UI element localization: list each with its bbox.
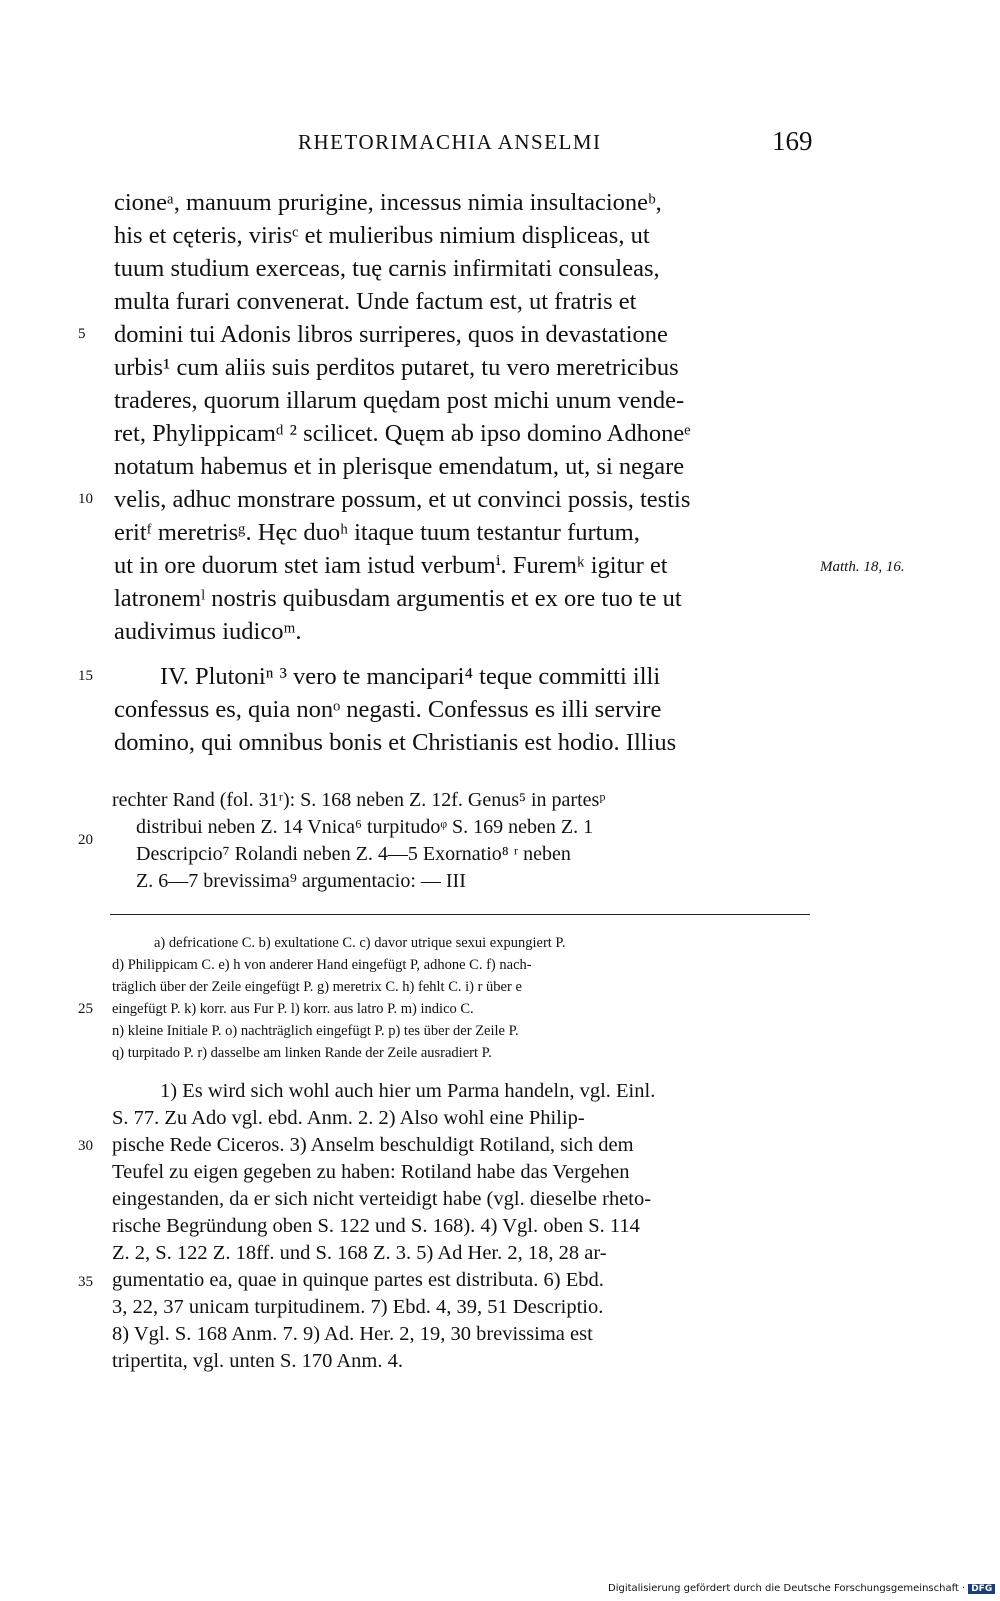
note-line: Teufel zu eigen gegeben zu haben: Rotiland habe das Vergehen: [112, 1161, 630, 1183]
marginalia-line: distribui neben Z. 14 Vnica⁶ turpitudoᵠ S. 169 neben Z. 1: [136, 816, 594, 838]
line-number: 5: [78, 326, 86, 342]
note-line: pische Rede Ciceros. 3) Anselm beschuldigt Rotiland, sich dem: [112, 1134, 634, 1156]
text-line: eritᶠ meretrisᵍ. Hęc duoʰ itaque tuum testantur furtum,: [114, 519, 640, 546]
note-line: Z. 2, S. 122 Z. 18ff. und S. 168 Z. 3. 5) Ad Her. 2, 18, 28 ar-: [112, 1242, 607, 1264]
footnote-divider: [110, 914, 810, 915]
text-line: traderes, quorum illarum quędam post michi unum vende-: [114, 387, 685, 414]
section-start-line: IV. Plutoniⁿ ³ vero te mancipari⁴ teque committi illi: [160, 663, 661, 690]
apparatus-line: träglich über der Zeile eingefügt P. g) meretrix C. h) fehlt C. i) r über e: [112, 979, 522, 995]
apparatus-line: a) defricatione C. b) exultatione C. c) davor utrique sexui expungiert P.: [154, 935, 566, 951]
text-line: domini tui Adonis libros surriperes, quos in devastatione: [114, 321, 668, 348]
note-line: rische Begründung oben S. 122 und S. 168). 4) Vgl. oben S. 114: [112, 1215, 640, 1237]
text-line: cioneᵃ, manuum prurigine, incessus nimia insultacioneᵇ,: [114, 189, 662, 216]
line-number: 20: [78, 832, 93, 848]
text-line: urbis¹ cum aliis suis perditos putaret, tu vero meretricibus: [114, 354, 679, 381]
text-line: notatum habemus et in plerisque emendatum, ut, si negare: [114, 453, 685, 480]
marginalia-line: rechter Rand (fol. 31ʳ): S. 168 neben Z. 12f. Genus⁵ in partesᵖ: [112, 789, 606, 811]
apparatus-line: eingefügt P. k) korr. aus Fur P. l) korr. aus latro P. m) indico C.: [112, 1001, 474, 1017]
text-line: his et cęteris, virisᶜ et mulieribus nimium displiceas, ut: [114, 222, 650, 249]
dfg-logo-icon: DFG: [968, 1584, 995, 1594]
text-line: domino, qui omnibus bonis et Christianis est hodio. Illius: [114, 729, 677, 756]
note-line: 1) Es wird sich wohl auch hier um Parma handeln, vgl. Einl.: [160, 1080, 656, 1102]
marginalia-line: Descripcio⁷ Rolandi neben Z. 4—5 Exornatio⁸ ʳ neben: [136, 843, 571, 865]
text-line: ret, Phylippicamᵈ ² scilicet. Quęm ab ipso domino Adhoneᵉ: [114, 420, 691, 447]
note-line: 8) Vgl. S. 168 Anm. 7. 9) Ad. Her. 2, 19, 30 brevissima est: [112, 1323, 593, 1345]
text-line: confessus es, quia nonᵒ negasti. Confessus es illi servire: [114, 696, 662, 723]
apparatus-line: n) kleine Initiale P. o) nachträglich eingefügt P. p) tes über der Zeile P.: [112, 1023, 519, 1039]
note-line: 3, 22, 37 unicam turpitudinem. 7) Ebd. 4, 39, 51 Descriptio.: [112, 1296, 604, 1318]
line-number: 15: [78, 668, 93, 684]
text-line: latronemˡ nostris quibusdam argumentis et ex ore tuo te ut: [114, 585, 682, 612]
text-line: multa furari convenerat. Unde factum est, ut fratris et: [114, 288, 637, 315]
text-line: audivimus iudicoᵐ.: [114, 618, 302, 645]
text-line: velis, adhuc monstrare possum, et ut convinci possis, testis: [114, 486, 691, 513]
footer-text: Digitalisierung gefördert durch die Deutsche Forschungsgemeinschaft ·: [608, 1583, 966, 1594]
margin-reference: Matth. 18, 16.: [820, 559, 905, 575]
running-head: RHETORIMACHIA ANSELMI: [298, 130, 602, 154]
text-line: tuum studium exerceas, tuę carnis infirmitati consuleas,: [114, 255, 660, 282]
note-line: tripertita, vgl. unten S. 170 Anm. 4.: [112, 1350, 403, 1372]
funding-footer: [608, 1583, 995, 1594]
line-number: 10: [78, 491, 93, 507]
note-line: S. 77. Zu Ado vgl. ebd. Anm. 2. 2) Also wohl eine Philip-: [112, 1107, 585, 1129]
line-number: 35: [78, 1274, 93, 1290]
line-number: 25: [78, 1001, 93, 1017]
marginalia-line: Z. 6—7 brevissima⁹ argumentacio: — III: [136, 870, 466, 892]
page-number: 169: [772, 126, 813, 156]
note-line: eingestanden, da er sich nicht verteidigt habe (vgl. dieselbe rheto-: [112, 1188, 652, 1210]
apparatus-line: q) turpitado P. r) dasselbe am linken Rande der Zeile ausradiert P.: [112, 1045, 492, 1061]
text-line-quotation: ut in ore duorum stet iam istud verbumⁱ. Furemᵏ igitur et: [114, 552, 668, 579]
note-line: gumentatio ea, quae in quinque partes est distributa. 6) Ebd.: [112, 1269, 604, 1291]
line-number: 30: [78, 1138, 93, 1154]
apparatus-line: d) Philippicam C. e) h von anderer Hand eingefügt P, adhone C. f) nach-: [112, 957, 532, 973]
